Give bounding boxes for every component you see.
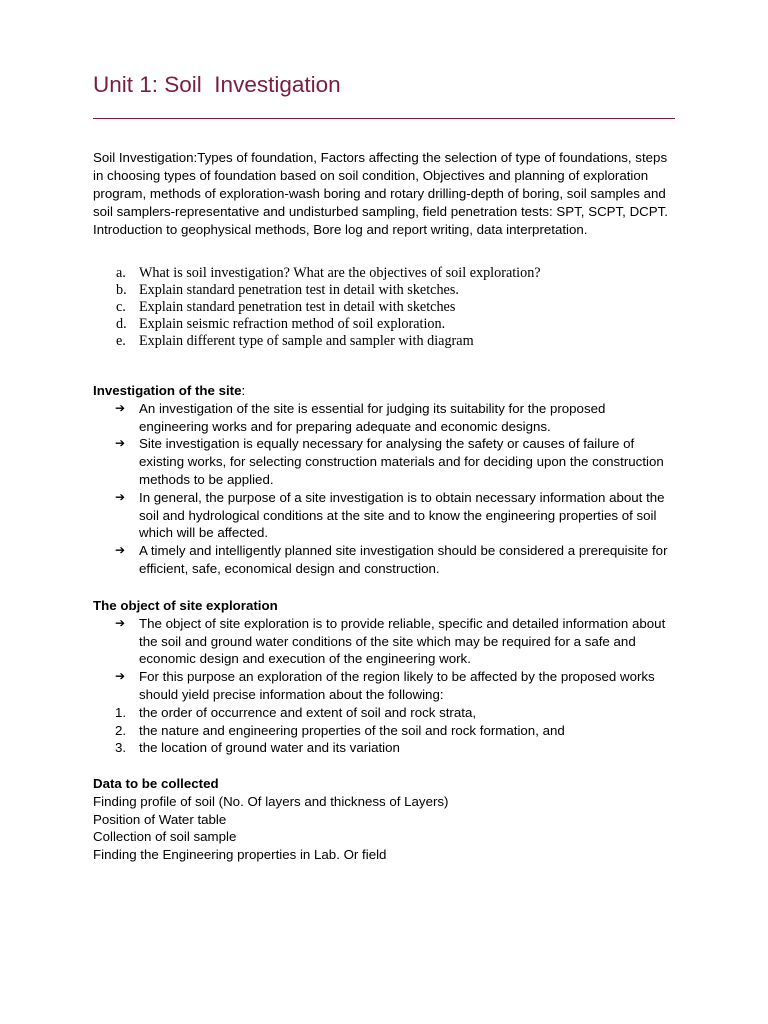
data-line: Finding the Engineering properties in Lab. Or field: [93, 847, 387, 863]
data-line: Finding profile of soil (No. Of layers and thickness of Layers): [93, 793, 449, 809]
question-list: [93, 265, 541, 350]
numbered-item: [93, 739, 675, 757]
question-text: Explain standard penetration test in detail with sketches: [139, 299, 456, 315]
question-text: Explain standard penetration test in detail with sketches.: [139, 282, 459, 298]
question-item: [93, 333, 541, 350]
question-item: [93, 316, 541, 333]
item-number: 1.: [115, 704, 127, 720]
title-divider: [93, 118, 675, 119]
bullet-item: [93, 435, 675, 488]
data-line: Collection of soil sample: [93, 829, 237, 845]
bullet-text: Site investigation is equally necessary for analysing the safety or causes of failure of existing works, for selecting construction materials and for deciding upon the construction methods to be applied.: [139, 436, 664, 487]
bullet-item: [93, 400, 675, 436]
data-collected-section: [93, 775, 675, 864]
item-text: the nature and engineering properties of the soil and rock formation, and: [139, 722, 565, 738]
question-item: [93, 265, 541, 282]
item-text: the order of occurrence and extent of soil and rock strata,: [139, 704, 477, 720]
arrow-bullet-icon: ➔: [115, 489, 126, 504]
heading-colon: :: [241, 383, 246, 398]
question-marker: b.: [116, 282, 127, 298]
question-marker: e.: [116, 333, 126, 349]
syllabus-paragraph: Soil Investigation:Types of foundation, Factors affecting the selection of type of foundations, steps in choosing types of foundation based on soil condition, Objectives and planning of exploration program, methods of exploration-wash boring and rotary drilling-depth of boring, soil samples and soil samplers-representative and undisturbed sampling, field penetration tests: SPT, SCPT, DCPT. Introduction to geophysical methods, Bore log and report writing, data interpretation.: [93, 150, 668, 237]
arrow-bullet-icon: ➔: [115, 436, 126, 451]
numbered-item: [93, 722, 675, 740]
heading-text: Investigation of the site: [93, 383, 242, 398]
page-title: Unit 1: Soil Investigation: [93, 72, 341, 97]
bullet-text: An investigation of the site is essential for judging its suitability for the proposed engineering works and for preparing adequate and economic designs.: [139, 400, 606, 434]
bullet-text: A timely and intelligently planned site investigation should be considered a prerequisite for efficient, safe, economical design and construction.: [139, 543, 668, 576]
question-marker: d.: [116, 316, 127, 332]
arrow-bullet-icon: ➔: [115, 543, 126, 558]
object-section: [93, 597, 675, 757]
bullet-list: [93, 615, 675, 704]
numbered-item: [93, 704, 675, 722]
bullet-item: [93, 489, 675, 542]
investigation-section: [93, 382, 675, 578]
bullet-item: [93, 542, 675, 578]
arrow-bullet-icon: ➔: [115, 615, 126, 630]
bullet-list: [93, 400, 675, 578]
bullet-text: The object of site exploration is to provide reliable, specific and detailed information about the soil and ground water conditions of the site which may be required for a safe and economic design and execution of the engineering work.: [139, 615, 666, 667]
question-text: Explain different type of sample and sampler with diagram: [139, 333, 474, 349]
numbered-list: [93, 704, 675, 757]
section-heading: Data to be collected: [93, 776, 219, 791]
question-text: Explain seismic refraction method of soil exploration.: [139, 316, 446, 332]
question-marker: c.: [116, 299, 126, 315]
bullet-text: In general, the purpose of a site investigation is to obtain necessary information about the soil and hydrological conditions at the site and to know the engineering properties of soil which will be affected.: [139, 489, 665, 541]
section-heading: The object of site exploration: [93, 598, 278, 613]
item-number: 2.: [115, 722, 127, 738]
question-marker: a.: [116, 265, 126, 281]
question-item: [93, 299, 541, 316]
bullet-item: [93, 615, 675, 668]
bullet-text: For this purpose an exploration of the region likely to be affected by the proposed works should yield precise information about the following:: [139, 669, 655, 702]
item-text: the location of ground water and its variation: [139, 740, 400, 756]
question-text: What is soil investigation? What are the objectives of soil exploration?: [139, 265, 541, 281]
question-item: [93, 282, 541, 299]
data-line: Position of Water table: [93, 811, 227, 827]
section-heading: [93, 382, 675, 400]
item-number: 3.: [115, 740, 127, 756]
arrow-bullet-icon: ➔: [115, 400, 126, 415]
bullet-item: [93, 668, 675, 704]
arrow-bullet-icon: ➔: [115, 669, 126, 684]
